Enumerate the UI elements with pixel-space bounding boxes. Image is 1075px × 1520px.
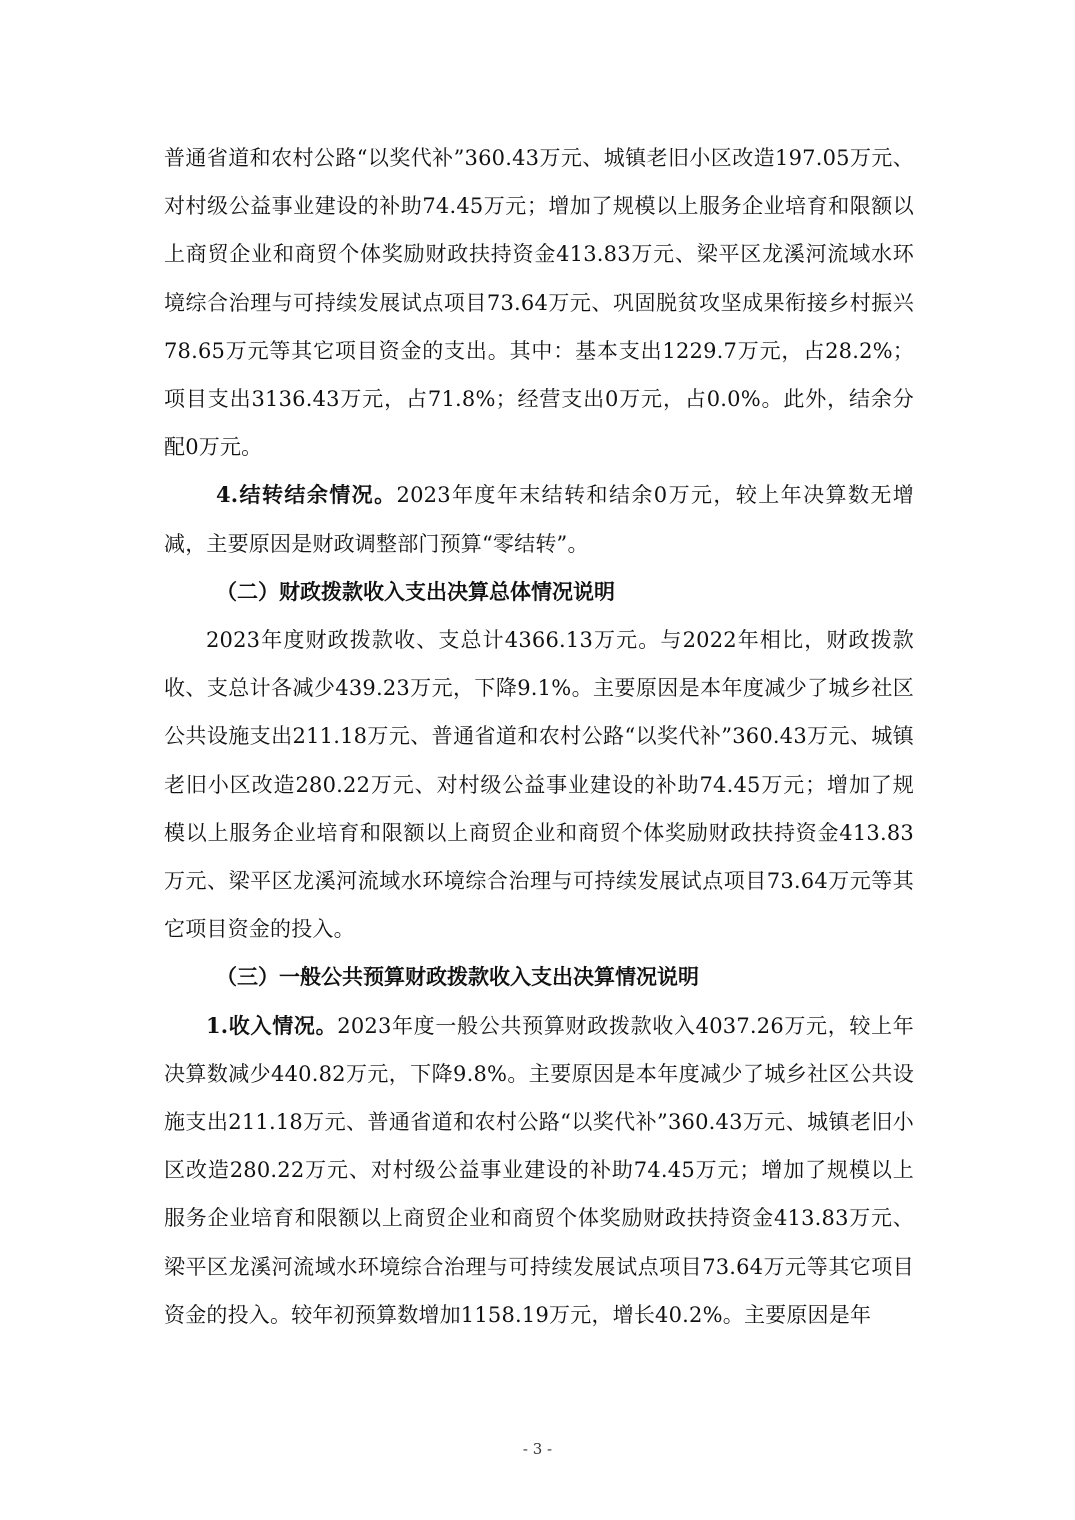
income-text: 2023年度一般公共预算财政拨款收入4037.26万元，较上年决算数减少440.82万元，下降9.8%。主要原因是本年度减少了城乡社区公共设施支出211.18万元、普通省道和农村公路“以奖代补”360.43万元、城镇老旧小区改造280.22万元、对村级公益事业建设的补助74.45万元；增加了规模以上服务企业培育和限额以上商贸企业和商贸个体奖励财政扶持资金413.83万元、梁平区龙溪河流域水环境综合治理与可持续发展试点项目73.64万元等其它项目资金的投入。较年初预算数增加1158.19万元，增长40.2%。主要原因是年 [164,1013,915,1327]
paragraph-expenditure-continued: 普通省道和农村公路“以奖代补”360.43万元、城镇老旧小区改造197.05万元、对村级公益事业建设的补助74.45万元；增加了规模以上服务企业培育和限额以上商贸企业和商贸个体奖励财政扶持资金413.83万元、梁平区龙溪河流域水环境综合治理与可持续发展试点项目73.64万元、巩固脱贫攻坚成果衔接乡村振兴78.65万元等其它项目资金的支出。其中：基本支出1229.7万元，占28.2%；项目支出3136.43万元，占71.8%；经营支出0万元，占0.0%。此外，结余分配0万元。 [164,146,914,460]
page-number: - 3 - [522,1440,553,1458]
income-label: 1.收入情况。 [206,1012,338,1038]
paragraph-income [164,1002,914,1339]
section-heading-general-budget: （三）一般公共预算财政拨款收入支出决算情况说明 [216,964,699,990]
carryover-text: 2023年度年末结转和结余0万元，较上年决算数无增减，主要原因是财政调整部门预算“零结转”。 [164,483,914,556]
section-heading-fiscal-overall: （二）财政拨款收入支出决算总体情况说明 [216,578,615,604]
carryover-label: 4.结转结余情况。 [216,482,397,508]
document-body [164,134,914,1339]
paragraph-fiscal-overall: 2023年度财政拨款收、支总计4366.13万元。与2022年相比，财政拨款收、支总计各减少439.23万元，下降9.1%。主要原因是本年度减少了城乡社区公共设施支出211.18万元、普通省道和农村公路“以奖代补”360.43万元、城镇老旧小区改造280.22万元、对村级公益事业建设的补助74.45万元；增加了规模以上服务企业培育和限额以上商贸企业和商贸个体奖励财政扶持资金413.83万元、梁平区龙溪河流域水环境综合治理与可持续发展试点项目73.64万元等其它项目资金的投入。 [164,628,914,942]
paragraph-carryover [164,471,914,567]
